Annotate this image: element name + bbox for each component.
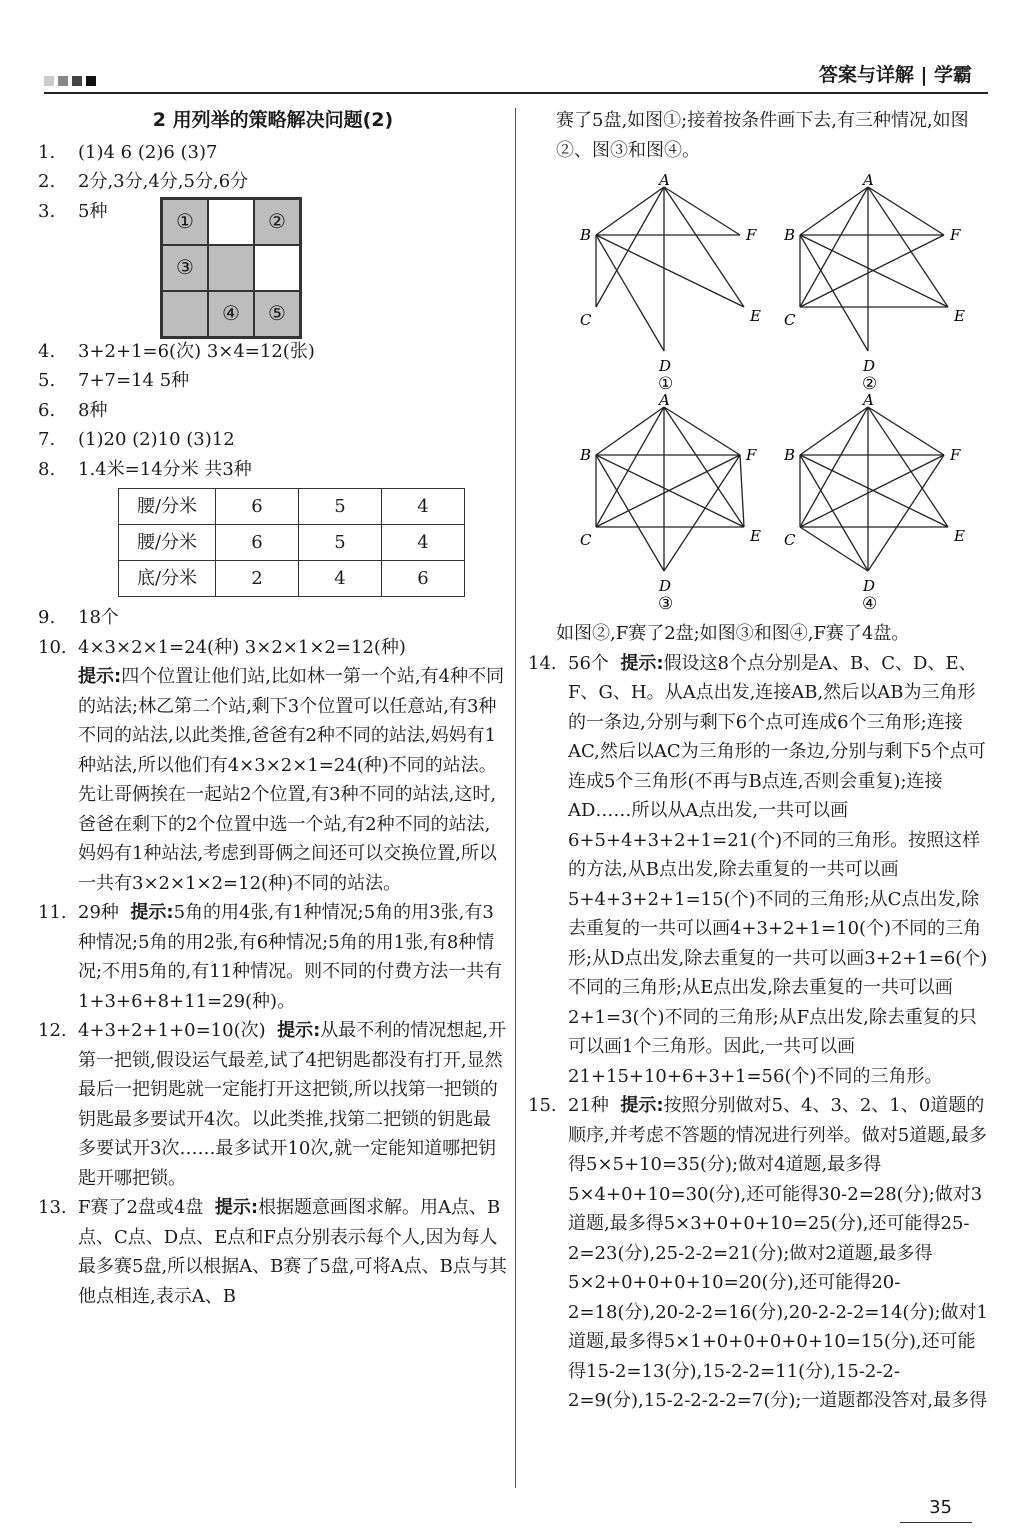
table-cell: 5 <box>299 525 382 561</box>
answer-2 <box>38 167 508 197</box>
column-divider <box>515 108 516 1488</box>
page-number: 35 <box>929 1497 952 1518</box>
grid-cell <box>208 199 254 245</box>
answer-number: 1. <box>38 141 56 163</box>
answer-11 <box>38 898 508 1016</box>
match-line <box>800 527 868 571</box>
grid-cell: ⑤ <box>254 291 300 337</box>
match-line <box>596 187 664 235</box>
answer-number: 15. <box>528 1095 557 1116</box>
diagram-label: ② <box>862 374 878 393</box>
match-line <box>596 407 664 527</box>
point-label: B <box>580 226 592 244</box>
match-line <box>664 407 740 455</box>
point-label: E <box>750 527 761 545</box>
table-cell: 4 <box>299 561 382 597</box>
diagram-label: ① <box>658 374 674 393</box>
answer-text: 3+2+1=6(次) 3×4=12(张) <box>78 340 315 362</box>
answer-number: 10. <box>38 636 67 658</box>
table-cell: 6 <box>216 525 299 561</box>
point-label: A <box>863 393 874 409</box>
table-cell: 4 <box>382 525 465 561</box>
hint-text: 按照分别做对5、4、3、2、1、0道题的顺序,并考虑不答题的情况进行列举。做对5道题,最多得5×5+10=35(分);做对4道题,最多得5×4+0+10=30(分),还可能得30-2=28(分);做对3道题,最多得5×3+0+0+10=25(分),还可能得25-2=23(分),25-2-2=21(分);做对2道题,最多得5×2+0+0+0+10=20(分),还可能得20-2=18(分),20-2-2=16(分),20-2-2-2=14(分);做对1道题,最多得5×1+0+0+0+0+10=15(分),还可能得15-2=13(分),15-2-2=11(分),15-2-2-2=9(分),15-2-2-2-2=7(分);一道题都没答对,最多得 <box>568 1095 988 1411</box>
answer-3: 3. 5种 ① ② ③ ④ ⑤ <box>38 197 508 337</box>
point-label: B <box>784 446 796 464</box>
point-label: F <box>746 446 757 464</box>
answer-number: 13. <box>38 1197 67 1218</box>
grid-cell: ④ <box>208 291 254 337</box>
table-cell: 4 <box>382 489 465 525</box>
point-label: B <box>580 446 592 464</box>
answer-8 <box>38 455 508 485</box>
diagram <box>580 173 780 393</box>
hint-label: 提示: <box>214 1197 259 1218</box>
hint-label: 提示: <box>620 652 664 674</box>
hint-label: 提示: <box>277 1020 321 1041</box>
point-label: A <box>659 173 670 189</box>
table-row <box>119 489 465 525</box>
match-line <box>868 187 948 307</box>
point-label: D <box>659 577 672 595</box>
answer-number: 8. <box>38 458 56 480</box>
match-line <box>800 407 868 455</box>
point-label: C <box>784 531 796 549</box>
diagram-graph <box>580 393 770 613</box>
answer-number: 12. <box>38 1020 67 1041</box>
match-line <box>800 187 868 235</box>
point-label: E <box>954 307 965 325</box>
q13-conclusion: 如图②,F赛了2盘;如图③和图④,F赛了4盘。 <box>556 623 910 644</box>
answer-number: 6. <box>38 399 56 421</box>
table-cell: 腰/分米 <box>119 489 216 525</box>
match-diagrams <box>580 173 990 613</box>
table-row <box>119 561 465 597</box>
match-line <box>740 455 744 527</box>
point-label: B <box>784 226 796 244</box>
match-line <box>800 187 868 307</box>
answer-6 <box>38 396 508 426</box>
point-label: D <box>863 577 876 595</box>
answer-14 <box>528 649 990 1092</box>
footer-rule <box>900 1522 972 1523</box>
table-cell: 6 <box>216 489 299 525</box>
answer-text: 56个 <box>568 652 609 674</box>
answer-text: 1.4米=14分米 共3种 <box>78 458 252 480</box>
answer-text: F赛了2盘或4盘 <box>78 1197 204 1218</box>
answer-7 <box>38 425 508 455</box>
hint-label: 提示: <box>620 1095 664 1116</box>
header-title: 答案与详解 | 学霸 <box>818 64 972 86</box>
answer-text: (1)4 6 (2)6 (3)7 <box>78 141 218 163</box>
grid-cell <box>162 291 208 337</box>
answer-12 <box>38 1016 508 1193</box>
table-cell: 底/分米 <box>119 561 216 597</box>
match-line <box>868 407 944 455</box>
header-decoration <box>44 76 96 86</box>
header-block <box>58 76 68 86</box>
diagram-graph <box>784 173 974 393</box>
answer-text: (1)20 (2)10 (3)12 <box>78 429 235 450</box>
answer-number: 9. <box>38 607 56 628</box>
grid-cell <box>208 245 254 291</box>
hint-text: 从最不利的情况想起,开第一把锁,假设运气最差,试了4把钥匙都没有打开,显然最后一把钥匙就一定能打开这把锁,所以找第一把锁的钥匙最多要试开4次。以此类推,找第二把锁的钥匙最多要试开3次……最多试开10次,就一定能知道哪把钥匙开哪把锁。 <box>78 1020 507 1189</box>
match-line <box>868 455 944 571</box>
answer-number: 2. <box>38 171 56 192</box>
hint-text: 四个位置让他们站,比如林一第一个站,有4种不同的站法;林乙第二个站,剩下3个位置可以任意站,有3种不同的站法,以此类推,爸爸有2种不同的站法,妈妈有1种站法,所以他们有4×3×2×1=24(种)不同的站法。先让哥俩挨在一起站2个位置,有3种不同的站法,这时,爸爸在剩下的2个位置中选一个站,有2种不同的站法,妈妈有1种站法,考虑到哥俩之间还可以交换位置,所以一共有3×2×1×2=12(种)不同的站法。 <box>78 666 505 894</box>
answer-text: 29种 <box>78 902 119 923</box>
match-line <box>596 235 664 351</box>
point-label: C <box>580 311 592 329</box>
answer-9 <box>38 603 508 633</box>
point-label: E <box>954 527 965 545</box>
point-label: A <box>659 393 670 409</box>
diagram <box>784 393 984 613</box>
grid-cell <box>254 245 300 291</box>
answer-text: 4×3×2×1=24(种) 3×2×1×2=12(种) <box>78 636 406 658</box>
answer-1 <box>38 138 508 168</box>
point-label: F <box>746 226 757 244</box>
header-block <box>44 76 54 86</box>
section-title: 2 用列举的策略解决问题(2) <box>152 109 394 131</box>
point-label: F <box>950 446 961 464</box>
hint-text: 5角的用4张,有1种情况;5角的用3张,有3种情况;5角的用2张,有6种情况;5角的用1张,有8种情况;不用5角的,有11种情况。则不同的付费方法一共有1+3+6+8+11=29(种)。 <box>78 902 503 1012</box>
answer-text: 8种 <box>78 399 108 421</box>
q13-continuation: 赛了5盘,如图①;接着按条件画下去,有三种情况,如图②、图③和图④。 <box>556 110 969 161</box>
grid-cell: ③ <box>162 245 208 291</box>
header-rule <box>44 92 988 94</box>
point-label: F <box>950 226 961 244</box>
right-column <box>528 106 990 1416</box>
diagram-label: ④ <box>862 594 878 613</box>
header-block <box>86 76 96 86</box>
match-line <box>800 455 868 571</box>
point-label: D <box>659 357 672 375</box>
table-cell: 腰/分米 <box>119 525 216 561</box>
hint-text: 假设这8个点分别是A、B、C、D、E、F、G、H。从A点出发,连接AB,然后以AB为三角形的一条边,分别与剩下6个点可连成6个三角形;连接AC,然后以AC为三角形的一条边,分别与剩下5个点可连成5个三角形(不再与B点连,否则会重复);连接AD……所以从A点出发,一共可以画6+5+4+3+2+1=21(个)不同的三角形。按照这样的方法,从B点出发,除去重复的一共可以画5+4+3+2+1=15(个)不同的三角形;从C点出发,除去重复的一共可以画4+3+2+1=10(个)不同的三角形;从D点出发,除去重复的一共可以画3+2+1=6(个)不同的三角形;从E点出发,除去重复的一共可以画2+1=3(个)不同的三角形;从F点出发,除去重复的只可以画1个三角形。因此,一共可以画21+15+10+6+3+1=56(个)不同的三角形。 <box>568 652 988 1087</box>
match-line <box>596 235 744 307</box>
answer-number: 7. <box>38 429 56 450</box>
point-label: A <box>863 173 874 189</box>
answer-text: 21种 <box>568 1095 609 1116</box>
match-line <box>596 187 664 307</box>
grid-cell: ① <box>162 199 208 245</box>
table-cell: 5 <box>299 489 382 525</box>
answer-4 <box>38 337 508 367</box>
diagram-label: ③ <box>658 594 674 613</box>
hint-label: 提示: <box>78 666 122 687</box>
match-line <box>800 407 868 527</box>
answer-5 <box>38 366 508 396</box>
hint-text: 根据题意画图求解。用A点、B点、C点、D点、E点和F点分别表示每个人,因为每人最多赛5盘,所以根据A、B赛了5盘,可将A点、B点与其他点相连,表示A、B <box>78 1197 507 1307</box>
answer-text: 7+7=14 5种 <box>78 370 190 391</box>
diagram-graph <box>580 173 770 393</box>
match-line <box>664 187 744 307</box>
answer-number: 5. <box>38 370 56 391</box>
match-line <box>596 407 664 455</box>
answer-text: 4+3+2+1+0=10(次) <box>78 1020 266 1041</box>
match-line <box>868 187 944 235</box>
header-block <box>72 76 82 86</box>
answer-13 <box>38 1193 508 1311</box>
seat-grid <box>160 197 302 339</box>
point-label: C <box>580 531 592 549</box>
table-row <box>119 525 465 561</box>
match-line <box>664 187 740 235</box>
answer-number: 11. <box>38 902 67 923</box>
answer-text: 18个 <box>78 607 119 628</box>
answer-number: 4. <box>38 340 56 362</box>
point-label: D <box>863 357 876 375</box>
answer-number: 14. <box>528 652 557 674</box>
match-line <box>596 455 664 571</box>
match-line <box>800 235 868 351</box>
point-label: C <box>784 311 796 329</box>
side-length-table <box>118 488 465 597</box>
answer-10 <box>38 633 508 899</box>
answer-number: 3. <box>38 200 56 222</box>
hint-label: 提示: <box>130 902 174 923</box>
point-label: E <box>750 307 761 325</box>
grid-cell: ② <box>254 199 300 245</box>
diagram-graph <box>784 393 974 613</box>
match-line <box>664 455 740 571</box>
table-cell: 6 <box>382 561 465 597</box>
left-column <box>38 106 508 1311</box>
diagram <box>580 393 780 613</box>
answer-text: 2分,3分,4分,5分,6分 <box>78 171 249 192</box>
diagram <box>784 173 984 393</box>
answer-15 <box>528 1091 990 1416</box>
table-cell: 2 <box>216 561 299 597</box>
